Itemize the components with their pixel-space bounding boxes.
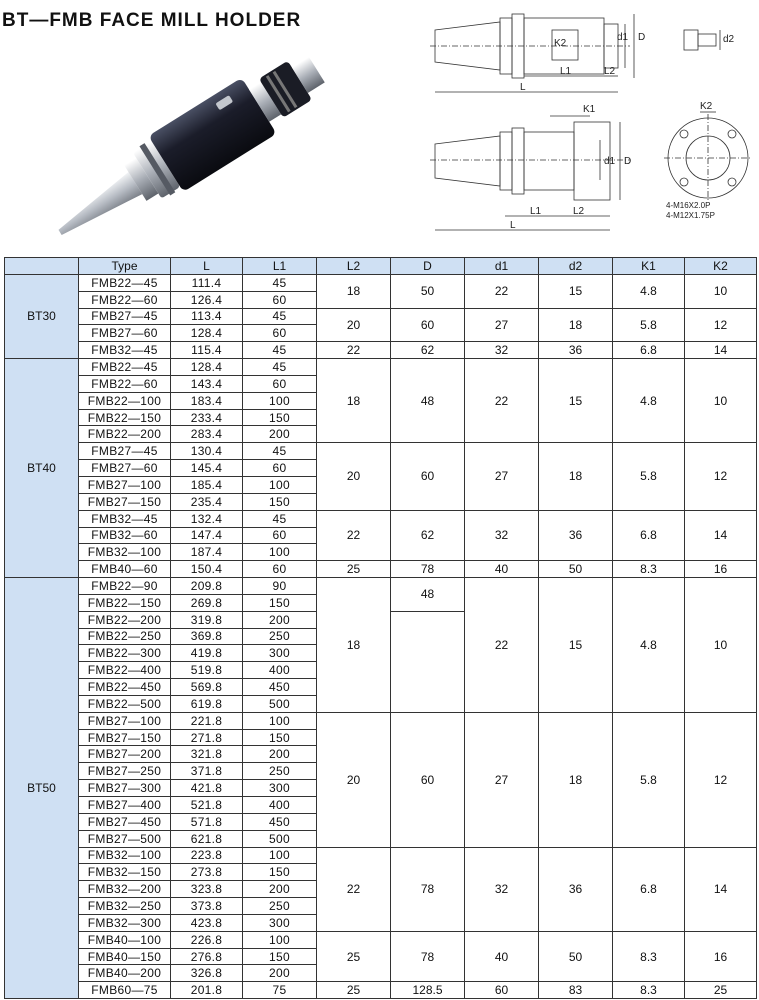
d2-cell: 15	[539, 578, 613, 713]
length-cell: 519.8	[171, 662, 243, 679]
type-cell: FMB27—45	[79, 443, 171, 460]
d-cell: 48	[391, 359, 465, 443]
table-row	[5, 510, 757, 527]
k1-cell: 8.3	[613, 982, 685, 999]
d2-cell: 50	[539, 931, 613, 982]
drawing-label: L	[510, 220, 516, 231]
k1-cell: 8.3	[613, 561, 685, 578]
table-row	[5, 443, 757, 460]
d-cell	[391, 611, 465, 712]
l2-cell: 20	[317, 443, 391, 510]
table-row	[5, 982, 757, 999]
type-cell: FMB27—200	[79, 746, 171, 763]
d2-cell: 83	[539, 982, 613, 999]
l1-cell: 60	[243, 291, 317, 308]
d2-cell: 18	[539, 443, 613, 510]
d-cell: 128.5	[391, 982, 465, 999]
length-cell: 419.8	[171, 645, 243, 662]
l1-cell: 100	[243, 712, 317, 729]
length-cell: 421.8	[171, 780, 243, 797]
type-cell: FMB27—400	[79, 797, 171, 814]
d1-cell: 32	[465, 342, 539, 359]
type-cell: FMB32—60	[79, 527, 171, 544]
d1-cell: 27	[465, 712, 539, 847]
l2-cell: 22	[317, 510, 391, 561]
length-cell: 571.8	[171, 813, 243, 830]
d-cell: 78	[391, 931, 465, 982]
length-cell: 619.8	[171, 695, 243, 712]
drawing-label: d1	[617, 32, 629, 43]
length-cell: 221.8	[171, 712, 243, 729]
k1-cell: 8.3	[613, 931, 685, 982]
k1-cell: 6.8	[613, 342, 685, 359]
type-cell: FMB22—60	[79, 375, 171, 392]
table-body	[5, 274, 757, 998]
l2-cell: 25	[317, 982, 391, 999]
type-cell: FMB27—45	[79, 308, 171, 325]
d2-cell: 18	[539, 712, 613, 847]
length-cell: 128.4	[171, 359, 243, 376]
length-cell: 147.4	[171, 527, 243, 544]
l1-cell: 60	[243, 527, 317, 544]
table-row	[5, 561, 757, 578]
type-cell: FMB22—150	[79, 409, 171, 426]
l1-cell: 450	[243, 813, 317, 830]
l1-cell: 45	[243, 443, 317, 460]
type-cell: FMB22—500	[79, 695, 171, 712]
length-cell: 423.8	[171, 914, 243, 931]
length-cell: 183.4	[171, 392, 243, 409]
k2-cell: 10	[685, 359, 757, 443]
d-cell: 50	[391, 274, 465, 308]
l1-cell: 100	[243, 931, 317, 948]
length-cell: 373.8	[171, 898, 243, 915]
d1-cell: 27	[465, 443, 539, 510]
length-cell: 111.4	[171, 274, 243, 291]
d1-cell: 60	[465, 982, 539, 999]
l1-cell: 400	[243, 797, 317, 814]
length-cell: 235.4	[171, 493, 243, 510]
header-cell: d1	[465, 258, 539, 275]
l1-cell: 150	[243, 864, 317, 881]
side-drawing-top	[420, 0, 759, 110]
type-cell: FMB27—150	[79, 729, 171, 746]
k1-cell: 4.8	[613, 578, 685, 713]
l1-cell: 60	[243, 460, 317, 477]
type-cell: FMB27—500	[79, 830, 171, 847]
l1-cell: 200	[243, 746, 317, 763]
type-cell: FMB32—100	[79, 544, 171, 561]
type-cell: FMB40—150	[79, 948, 171, 965]
type-cell: FMB32—45	[79, 510, 171, 527]
header-cell: L2	[317, 258, 391, 275]
type-cell: FMB40—200	[79, 965, 171, 982]
drawing-label: L2	[604, 66, 616, 77]
type-cell: FMB27—300	[79, 780, 171, 797]
d1-cell: 22	[465, 578, 539, 713]
l1-cell: 100	[243, 392, 317, 409]
l1-cell: 300	[243, 914, 317, 931]
table-row	[5, 847, 757, 864]
type-cell: FMB22—150	[79, 594, 171, 611]
d-cell: 62	[391, 342, 465, 359]
drawing-label: d2	[723, 34, 735, 45]
table-row	[5, 342, 757, 359]
table-row	[5, 274, 757, 291]
d2-cell: 36	[539, 342, 613, 359]
l1-cell: 60	[243, 325, 317, 342]
k2-cell: 14	[685, 510, 757, 561]
type-cell: FMB27—100	[79, 476, 171, 493]
header-cell: L1	[243, 258, 317, 275]
drawing-label: K2	[554, 38, 567, 49]
header-cell: L	[171, 258, 243, 275]
d2-cell: 36	[539, 847, 613, 931]
k2-cell: 14	[685, 847, 757, 931]
length-cell: 132.4	[171, 510, 243, 527]
k2-cell: 12	[685, 308, 757, 342]
l1-cell: 45	[243, 359, 317, 376]
d-cell: 60	[391, 443, 465, 510]
drawing-label: D	[624, 156, 632, 167]
d2-cell: 50	[539, 561, 613, 578]
l2-cell: 18	[317, 274, 391, 308]
k1-cell: 5.8	[613, 443, 685, 510]
length-cell: 369.8	[171, 628, 243, 645]
length-cell: 323.8	[171, 881, 243, 898]
length-cell: 269.8	[171, 594, 243, 611]
l1-cell: 450	[243, 679, 317, 696]
spec-table	[4, 257, 757, 999]
drawing-label: d1	[604, 156, 616, 167]
k1-cell: 5.8	[613, 712, 685, 847]
length-cell: 126.4	[171, 291, 243, 308]
table-row	[5, 712, 757, 729]
l1-cell: 400	[243, 662, 317, 679]
table-row	[5, 359, 757, 376]
d1-cell: 40	[465, 931, 539, 982]
l2-cell: 20	[317, 308, 391, 342]
table-row	[5, 578, 757, 595]
l1-cell: 250	[243, 898, 317, 915]
header-cell: K2	[685, 258, 757, 275]
drawing-label: L2	[573, 206, 585, 217]
length-cell: 273.8	[171, 864, 243, 881]
l2-cell: 18	[317, 578, 391, 713]
side-drawing-bottom	[420, 100, 665, 240]
table-row	[5, 308, 757, 325]
l1-cell: 150	[243, 594, 317, 611]
type-cell: FMB22—300	[79, 645, 171, 662]
l1-cell: 150	[243, 493, 317, 510]
length-cell: 569.8	[171, 679, 243, 696]
k2-cell: 12	[685, 443, 757, 510]
d1-cell: 27	[465, 308, 539, 342]
type-cell: FMB27—60	[79, 325, 171, 342]
length-cell: 209.8	[171, 578, 243, 595]
d2-cell: 15	[539, 274, 613, 308]
l1-cell: 200	[243, 611, 317, 628]
length-cell: 276.8	[171, 948, 243, 965]
d1-cell: 22	[465, 359, 539, 443]
d1-cell: 40	[465, 561, 539, 578]
type-cell: FMB22—450	[79, 679, 171, 696]
length-cell: 319.8	[171, 611, 243, 628]
type-cell: FMB22—200	[79, 611, 171, 628]
length-cell: 326.8	[171, 965, 243, 982]
l1-cell: 45	[243, 510, 317, 527]
page-title: BT—FMB FACE MILL HOLDER	[2, 10, 302, 31]
k2-cell: 12	[685, 712, 757, 847]
k2-cell: 10	[685, 274, 757, 308]
length-cell: 130.4	[171, 443, 243, 460]
holder-group-cell: BT50	[5, 578, 79, 999]
type-cell: FMB22—45	[79, 359, 171, 376]
l1-cell: 200	[243, 426, 317, 443]
k1-cell: 4.8	[613, 359, 685, 443]
holder-group-cell: BT40	[5, 359, 79, 578]
length-cell: 115.4	[171, 342, 243, 359]
length-cell: 150.4	[171, 561, 243, 578]
type-cell: FMB27—250	[79, 763, 171, 780]
l1-cell: 300	[243, 780, 317, 797]
l1-cell: 150	[243, 409, 317, 426]
drawing-label: K2	[700, 101, 713, 112]
k1-cell: 4.8	[613, 274, 685, 308]
length-cell: 321.8	[171, 746, 243, 763]
l1-cell: 250	[243, 628, 317, 645]
drawing-label: D	[638, 32, 646, 43]
length-cell: 283.4	[171, 426, 243, 443]
header-cell	[5, 258, 79, 275]
k1-cell: 6.8	[613, 847, 685, 931]
l1-cell: 200	[243, 881, 317, 898]
type-cell: FMB32—45	[79, 342, 171, 359]
header-cell: K1	[613, 258, 685, 275]
l1-cell: 100	[243, 476, 317, 493]
l1-cell: 300	[243, 645, 317, 662]
length-cell: 371.8	[171, 763, 243, 780]
l2-cell: 22	[317, 847, 391, 931]
l2-cell: 22	[317, 342, 391, 359]
l1-cell: 45	[243, 308, 317, 325]
type-cell: FMB32—200	[79, 881, 171, 898]
d1-cell: 22	[465, 274, 539, 308]
drawing-label: 4-M12X1.75P	[666, 211, 715, 220]
l1-cell: 60	[243, 375, 317, 392]
d-cell: 48	[391, 578, 465, 612]
d-cell: 60	[391, 308, 465, 342]
l1-cell: 150	[243, 948, 317, 965]
d1-cell: 32	[465, 847, 539, 931]
l1-cell: 60	[243, 561, 317, 578]
length-cell: 187.4	[171, 544, 243, 561]
length-cell: 113.4	[171, 308, 243, 325]
l2-cell: 25	[317, 931, 391, 982]
length-cell: 226.8	[171, 931, 243, 948]
l1-cell: 45	[243, 342, 317, 359]
face-view-drawing	[660, 98, 759, 228]
l2-cell: 20	[317, 712, 391, 847]
type-cell: FMB22—200	[79, 426, 171, 443]
l1-cell: 150	[243, 729, 317, 746]
l1-cell: 100	[243, 847, 317, 864]
length-cell: 233.4	[171, 409, 243, 426]
type-cell: FMB32—300	[79, 914, 171, 931]
length-cell: 223.8	[171, 847, 243, 864]
d1-cell: 32	[465, 510, 539, 561]
table-header-row	[5, 258, 757, 275]
type-cell: FMB22—400	[79, 662, 171, 679]
l1-cell: 500	[243, 830, 317, 847]
type-cell: FMB22—100	[79, 392, 171, 409]
type-cell: FMB32—250	[79, 898, 171, 915]
holder-photo	[30, 50, 370, 240]
length-cell: 143.4	[171, 375, 243, 392]
type-cell: FMB40—60	[79, 561, 171, 578]
l1-cell: 500	[243, 695, 317, 712]
l2-cell: 18	[317, 359, 391, 443]
k2-cell: 25	[685, 982, 757, 999]
drawing-label: 4-M16X2.0P	[666, 201, 711, 210]
type-cell: FMB22—60	[79, 291, 171, 308]
d2-cell: 18	[539, 308, 613, 342]
table-row	[5, 931, 757, 948]
d-cell: 60	[391, 712, 465, 847]
type-cell: FMB32—150	[79, 864, 171, 881]
type-cell: FMB27—150	[79, 493, 171, 510]
type-cell: FMB27—450	[79, 813, 171, 830]
type-cell: FMB32—100	[79, 847, 171, 864]
d-cell: 78	[391, 847, 465, 931]
type-cell: FMB60—75	[79, 982, 171, 999]
d2-cell: 36	[539, 510, 613, 561]
l1-cell: 45	[243, 274, 317, 291]
header-cell: d2	[539, 258, 613, 275]
k2-cell: 10	[685, 578, 757, 713]
k1-cell: 5.8	[613, 308, 685, 342]
k1-cell: 6.8	[613, 510, 685, 561]
type-cell: FMB22—45	[79, 274, 171, 291]
d-cell: 78	[391, 561, 465, 578]
header-cell: D	[391, 258, 465, 275]
drawing-label: L	[520, 82, 526, 93]
drawing-label: L1	[530, 206, 542, 217]
l1-cell: 90	[243, 578, 317, 595]
length-cell: 521.8	[171, 797, 243, 814]
type-cell: FMB27—100	[79, 712, 171, 729]
d2-cell: 15	[539, 359, 613, 443]
l1-cell: 200	[243, 965, 317, 982]
l1-cell: 250	[243, 763, 317, 780]
k2-cell: 14	[685, 342, 757, 359]
l1-cell: 75	[243, 982, 317, 999]
type-cell: FMB27—60	[79, 460, 171, 477]
type-cell: FMB22—90	[79, 578, 171, 595]
type-cell: FMB22—250	[79, 628, 171, 645]
header-cell: Type	[79, 258, 171, 275]
drawing-label: K1	[583, 104, 596, 115]
k2-cell: 16	[685, 931, 757, 982]
drawing-label: L1	[560, 66, 572, 77]
length-cell: 145.4	[171, 460, 243, 477]
holder-group-cell: BT30	[5, 274, 79, 358]
length-cell: 128.4	[171, 325, 243, 342]
length-cell: 201.8	[171, 982, 243, 999]
type-cell: FMB40—100	[79, 931, 171, 948]
length-cell: 271.8	[171, 729, 243, 746]
k2-cell: 16	[685, 561, 757, 578]
length-cell: 185.4	[171, 476, 243, 493]
l1-cell: 100	[243, 544, 317, 561]
d-cell: 62	[391, 510, 465, 561]
length-cell: 621.8	[171, 830, 243, 847]
l2-cell: 25	[317, 561, 391, 578]
